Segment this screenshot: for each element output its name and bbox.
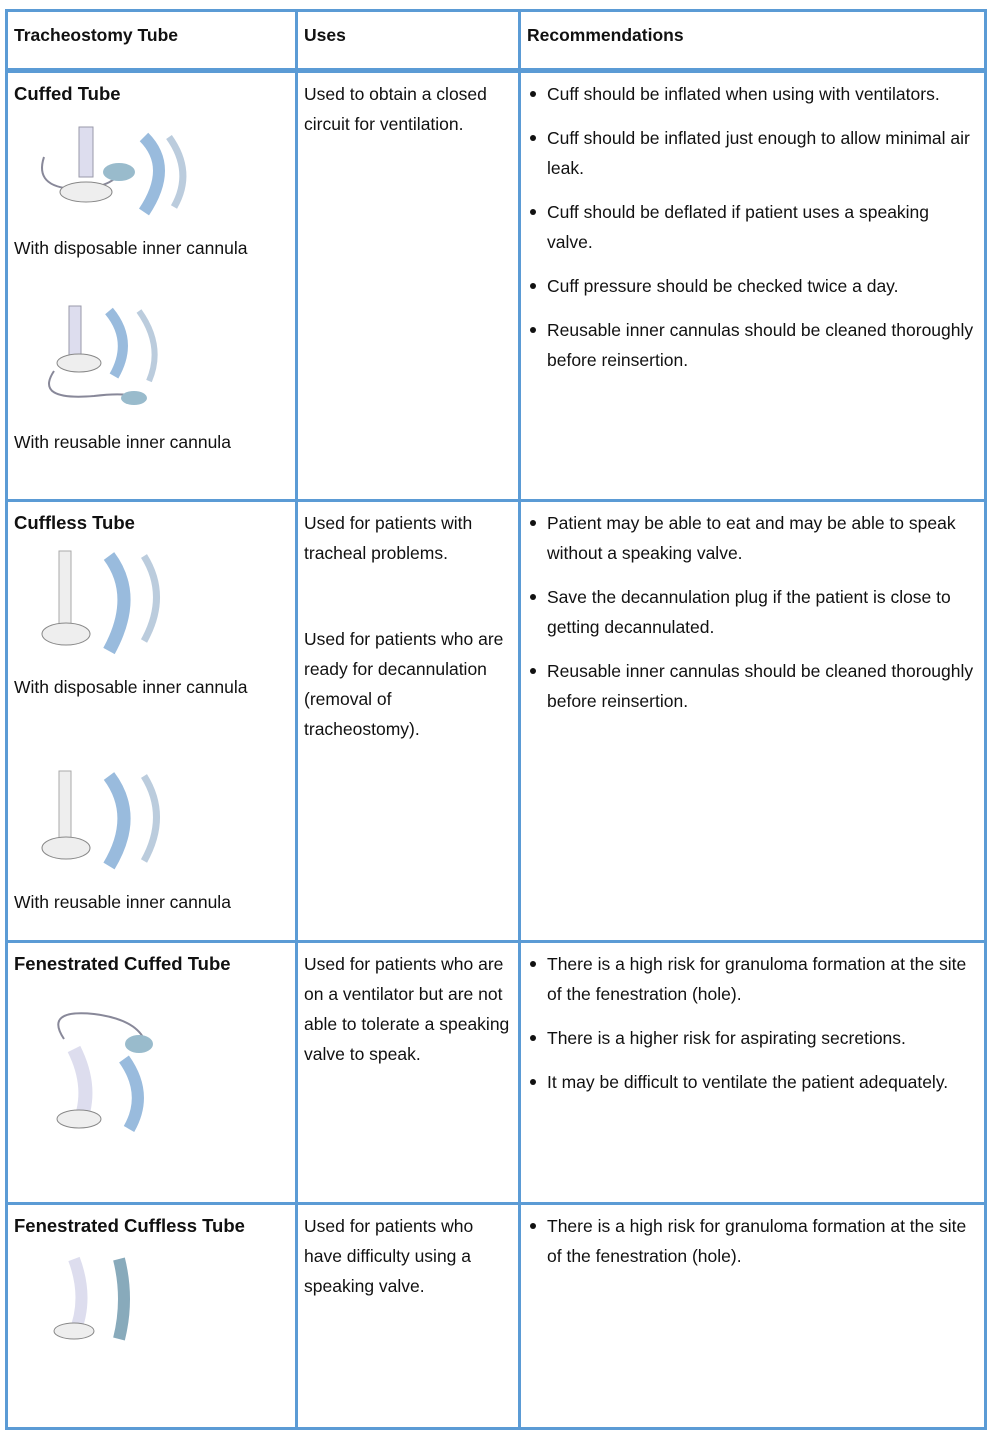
recommendations-cell [520,501,986,942]
recommendation: Cuff should be deflated if patient uses a speaking valve. [547,197,978,257]
recommendation: Reusable inner cannulas should be cleaned thoroughly before reinsertion. [547,315,978,375]
recommendations-cell [520,71,986,501]
tracheostomy-table [5,9,987,1430]
uses-cell [297,501,520,942]
fenestrated-cuffed-tube-image [34,999,194,1139]
tube-cell [7,501,297,942]
uses-text: Used for patients who are ready for decannulation (removal of tracheostomy). [304,629,504,739]
header-tube: Tracheostomy Tube [7,11,297,71]
cuffless-tube-reusable-image [34,766,194,881]
uses-cell [297,942,520,1204]
header-uses: Uses [297,11,520,71]
tube-name: Cuffed Tube [14,83,121,104]
caption: With disposable inner cannula [14,677,248,697]
recommendation: Cuff pressure should be checked twice a day. [547,271,978,301]
cuffed-tube-reusable-image [34,301,214,421]
recommendation: There is a higher risk for aspirating secretions. [547,1023,978,1053]
uses-text: Used for patients with tracheal problems. [304,513,473,563]
header-recommendations: Recommendations [520,11,986,71]
tube-cell [7,942,297,1204]
header-row [7,11,986,71]
uses-text: Used for patients who are on a ventilator but are not able to tolerate a speaking valve to speak. [304,954,510,1064]
caption: With reusable inner cannula [14,892,231,912]
cuffed-tube-image [34,117,214,227]
recommendation: Cuff should be inflated just enough to allow minimal air leak. [547,123,978,183]
recommendation: Save the decannulation plug if the patient is close to getting decannulated. [547,582,978,642]
recommendation: Cuff should be inflated when using with ventilators. [547,79,978,109]
table-row [7,1204,986,1429]
table-row [7,942,986,1204]
recommendations-cell [520,942,986,1204]
caption: With disposable inner cannula [14,238,248,258]
recommendation: There is a high risk for granuloma formation at the site of the fenestration (hole). [547,1211,978,1271]
table-row [7,71,986,501]
tube-name: Fenestrated Cuffless Tube [14,1215,245,1236]
fenestrated-cuffless-tube-image [44,1249,164,1349]
uses-cell [297,1204,520,1429]
tube-cell [7,71,297,501]
recommendations-cell [520,1204,986,1429]
cuffless-tube-image [34,546,194,666]
caption: With reusable inner cannula [14,432,231,452]
tube-name: Fenestrated Cuffed Tube [14,953,231,974]
tube-name: Cuffless Tube [14,512,135,533]
recommendation: It may be difficult to ventilate the patient adequately. [547,1067,978,1097]
recommendation: There is a high risk for granuloma formation at the site of the fenestration (hole). [547,949,978,1009]
recommendation: Patient may be able to eat and may be able to speak without a speaking valve. [547,508,978,568]
recommendation: Reusable inner cannulas should be cleaned thoroughly before reinsertion. [547,656,978,716]
tube-cell [7,1204,297,1429]
uses-cell [297,71,520,501]
table-row [7,501,986,942]
uses-text: Used for patients who have difficulty using a speaking valve. [304,1216,474,1296]
uses-text: Used to obtain a closed circuit for ventilation. [304,84,487,134]
